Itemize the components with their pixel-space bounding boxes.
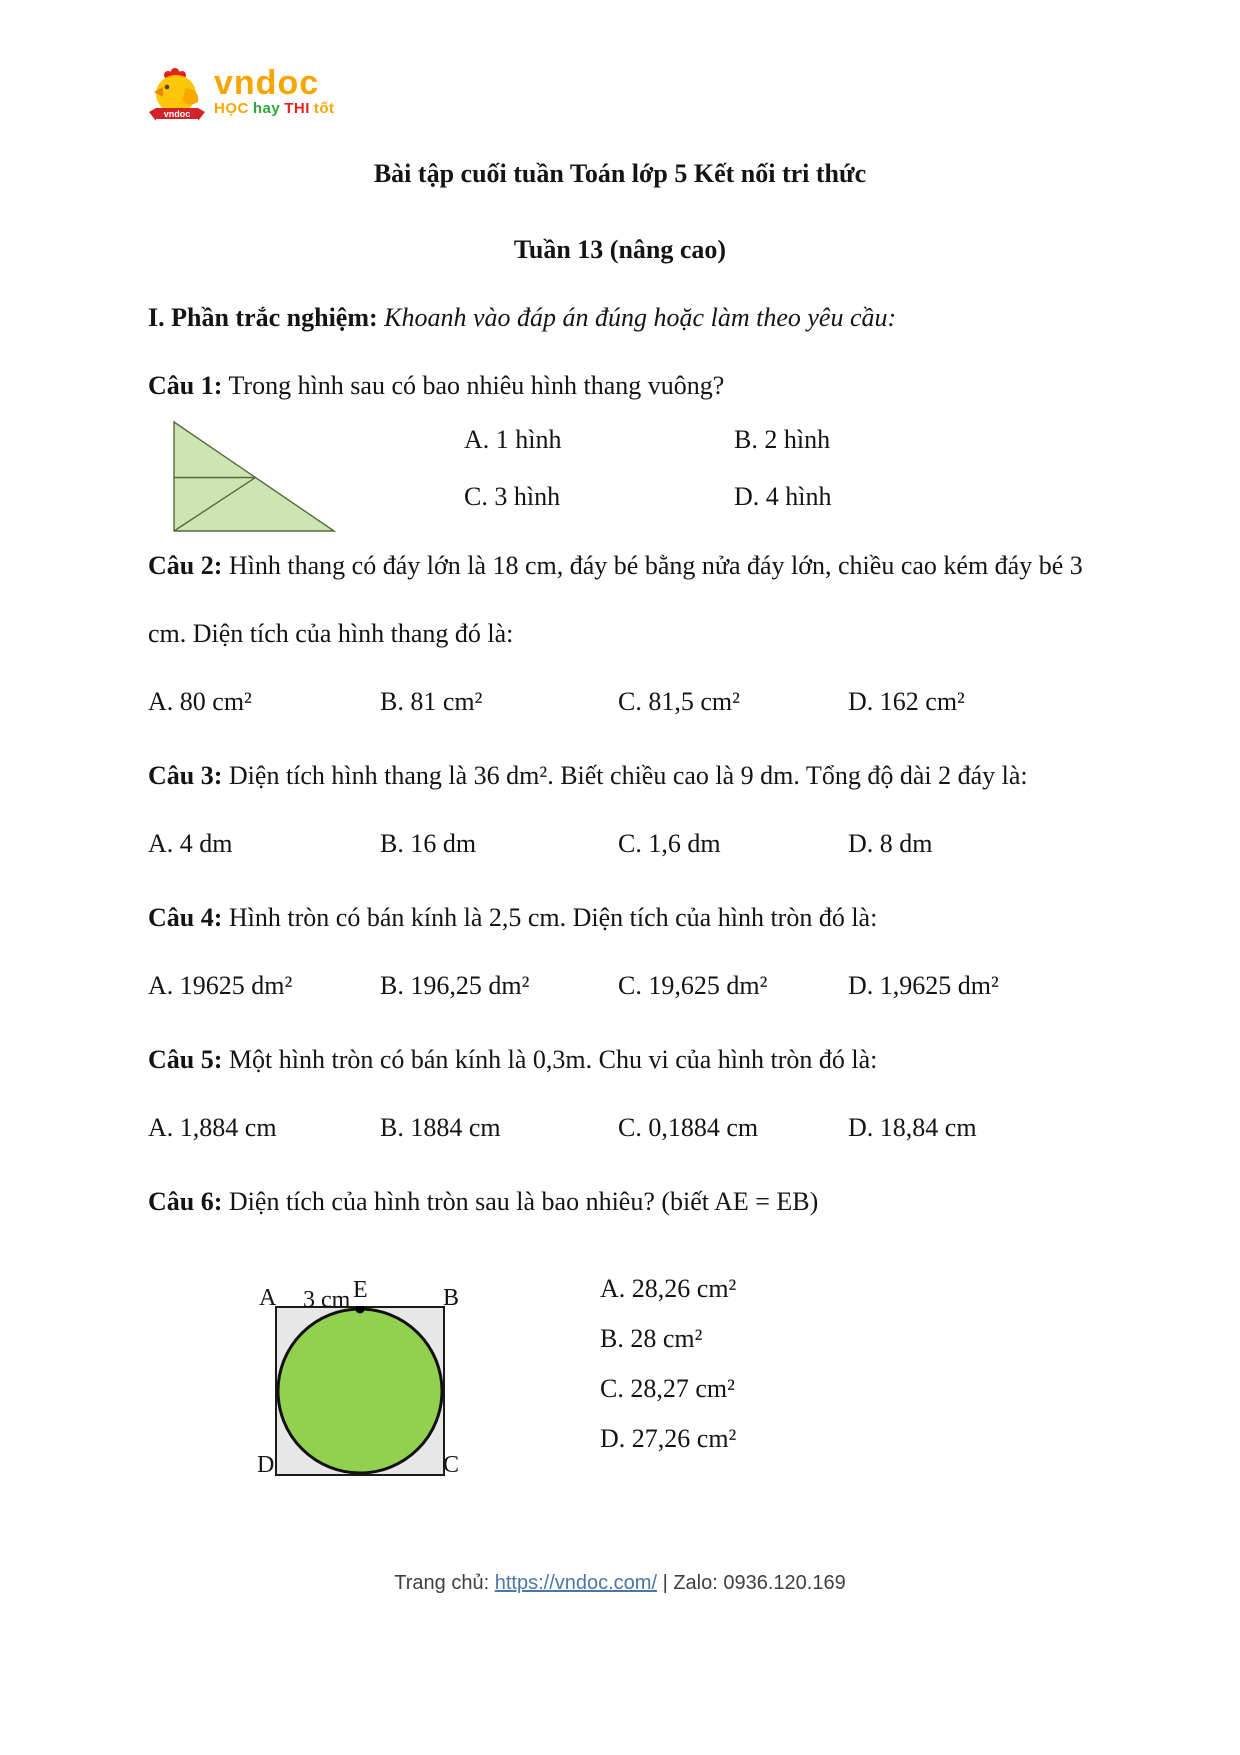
question-2-text xyxy=(148,532,1092,668)
page-footer xyxy=(148,1568,1092,1598)
square-circle-diagram xyxy=(275,1306,445,1476)
option: D. 1,9625 dm² xyxy=(848,971,999,1000)
logo-wordmark xyxy=(214,66,339,118)
page-subtitle: Tuần 13 (nâng cao) xyxy=(513,235,727,264)
question-3-body: Diện tích hình thang là 36 dm². Biết chiều cao là 9 dm. Tổng độ dài 2 đáy là: xyxy=(228,761,1028,790)
footer-home-label: Trang chủ: xyxy=(394,1572,490,1594)
question-2-label: Câu 2: xyxy=(148,551,223,580)
logo-tagline xyxy=(214,100,339,118)
option: B. 28 cm² xyxy=(600,1324,703,1353)
vertex-label-E: E xyxy=(353,1277,368,1303)
question-5-label: Câu 5: xyxy=(148,1045,223,1074)
question-5-body: Một hình tròn có bán kính là 0,3m. Chu vi của hình tròn đó là: xyxy=(228,1045,878,1074)
question-6-body: Diện tích của hình tròn sau là bao nhiêu? (biết AE = EB) xyxy=(228,1187,819,1216)
option: D. 27,26 cm² xyxy=(600,1424,737,1453)
question-6-figure-row xyxy=(148,1274,1092,1490)
option: D. 162 cm² xyxy=(848,687,965,716)
option: C. 81,5 cm² xyxy=(618,687,740,716)
vertex-label-A: A xyxy=(259,1285,277,1311)
vndoc-logo xyxy=(148,66,1092,126)
option: C. 28,27 cm² xyxy=(600,1374,735,1403)
question-6-text xyxy=(148,1168,1092,1236)
question-4-options xyxy=(148,952,1092,1020)
vertex-label-B: B xyxy=(443,1285,460,1311)
circle-in-square-figure xyxy=(255,1278,491,1490)
option: B. 1884 cm xyxy=(380,1113,501,1142)
question-6-options xyxy=(600,1264,736,1490)
section-heading xyxy=(148,284,1092,352)
question-4-label: Câu 4: xyxy=(148,903,223,932)
option: C. 19,625 dm² xyxy=(618,971,768,1000)
option: C. 3 hình xyxy=(464,482,561,511)
question-3-label: Câu 3: xyxy=(148,761,223,790)
logo-tagline-part: HỌC xyxy=(214,100,249,117)
section-instruction: Khoanh vào đáp án đúng hoặc làm theo yêu cầu: xyxy=(384,303,897,332)
question-5-text xyxy=(148,1026,1092,1094)
dimension-label: 3 cm xyxy=(303,1287,351,1313)
option: D. 4 hình xyxy=(734,482,832,511)
question-1-body: Trong hình sau có bao nhiêu hình thang vuông? xyxy=(228,371,725,400)
divided-triangle-figure xyxy=(172,420,336,533)
option: A. 1,884 cm xyxy=(148,1113,277,1142)
question-1-text xyxy=(148,352,1092,420)
footer-zalo: Zalo: 0936.120.169 xyxy=(673,1572,846,1594)
question-1-figure-row xyxy=(148,420,1092,532)
question-2-body: Hình thang có đáy lớn là 18 cm, đáy bé bằng nửa đáy lớn, chiều cao kém đáy bé 3 cm. Diện tích của hình thang đó là: xyxy=(148,551,1083,648)
option: A. 19625 dm² xyxy=(148,971,293,1000)
logo-brand: vndoc xyxy=(214,64,320,102)
option: D. 8 dm xyxy=(848,829,933,858)
option: A. 28,26 cm² xyxy=(600,1274,737,1303)
question-3-options xyxy=(148,810,1092,878)
vertex-label-C: C xyxy=(443,1452,460,1478)
section-label: I. Phần trắc nghiệm: xyxy=(148,303,378,332)
logo-banner-text: vndoc xyxy=(163,109,191,119)
option: C. 1,6 dm xyxy=(618,829,721,858)
option: B. 196,25 dm² xyxy=(380,971,530,1000)
logo-tagline-part: tốt xyxy=(313,100,335,117)
option: A. 4 dm xyxy=(148,829,233,858)
option: D. 18,84 cm xyxy=(848,1113,977,1142)
option: A. 1 hình xyxy=(464,425,562,454)
question-2-options xyxy=(148,668,1092,736)
question-3-text xyxy=(148,742,1092,810)
option: C. 0,1884 cm xyxy=(618,1113,759,1142)
option: B. 81 cm² xyxy=(380,687,483,716)
question-1-options xyxy=(464,420,1004,532)
footer-separator: | xyxy=(662,1572,668,1594)
option: B. 2 hình xyxy=(734,425,831,454)
question-5-options xyxy=(148,1094,1092,1162)
question-4-body: Hình tròn có bán kính là 2,5 cm. Diện tích của hình tròn đó là: xyxy=(228,903,878,932)
page-title: Bài tập cuối tuần Toán lớp 5 Kết nối tri thức xyxy=(373,159,867,188)
question-1-label: Câu 1: xyxy=(148,371,223,400)
question-6-label: Câu 6: xyxy=(148,1187,223,1216)
footer-home-link[interactable]: https://vndoc.com/ xyxy=(494,1572,658,1594)
vertex-label-D: D xyxy=(257,1452,275,1478)
question-4-text xyxy=(148,884,1092,952)
logo-tagline-part: THI xyxy=(284,100,310,117)
logo-tagline-part: hay xyxy=(252,100,281,117)
option: B. 16 dm xyxy=(380,829,477,858)
chicken-mascot-icon xyxy=(148,66,206,124)
option: A. 80 cm² xyxy=(148,687,252,716)
